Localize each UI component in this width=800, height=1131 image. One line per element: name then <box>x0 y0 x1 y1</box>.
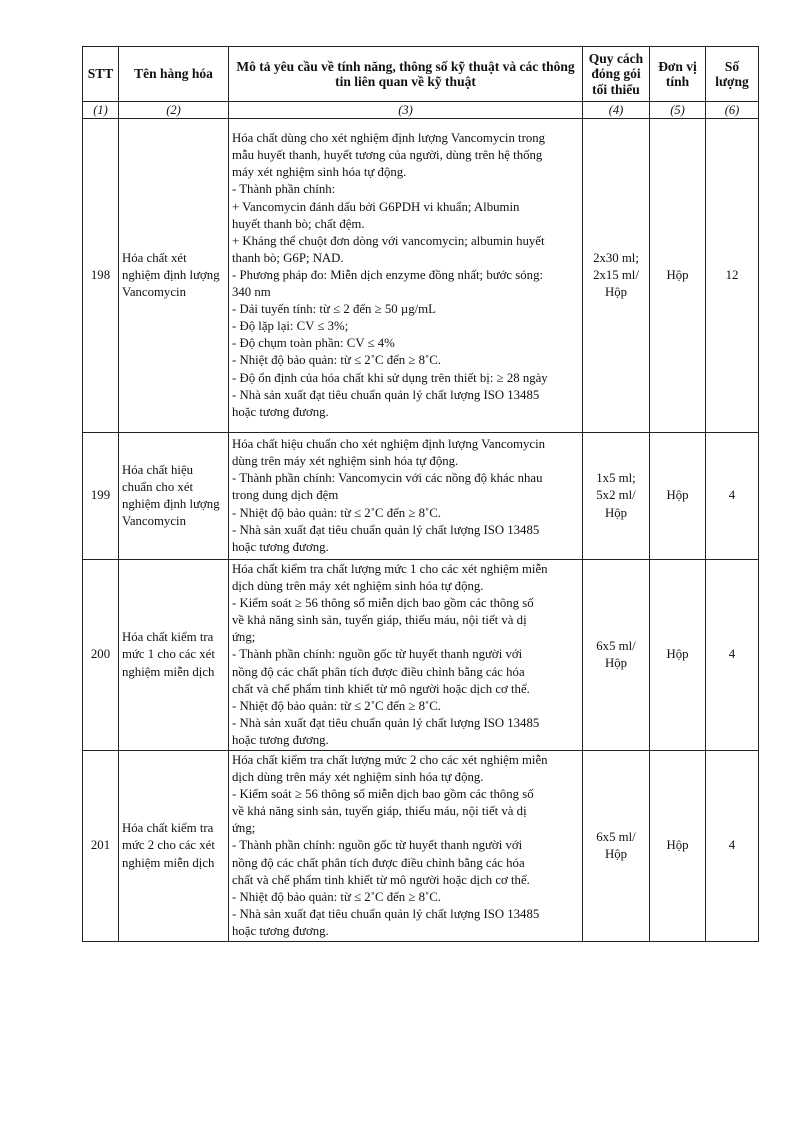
product-description <box>229 751 583 942</box>
description-line: chất và chế phẩm tinh khiết từ mô người hoặc dịch cơ thể. <box>232 681 530 696</box>
packaging-spec: 1x5 ml; 5x2 ml/ Hộp <box>583 433 650 560</box>
description-line: hoặc tương đương. <box>232 539 329 554</box>
packaging-spec: 2x30 ml; 2x15 ml/ Hộp <box>583 119 650 433</box>
description-line: - Nhà sản xuất đạt tiêu chuẩn quản lý chất lượng ISO 13485 <box>232 715 540 730</box>
description-line: về khả năng sinh sản, tuyến giáp, thiếu máu, nội tiết và dị <box>232 804 527 819</box>
column-index: (5) <box>650 102 706 119</box>
description-line: nồng độ các chất phân tích được điều chỉnh bằng các hóa <box>232 664 525 679</box>
quantity: 12 <box>706 119 759 433</box>
description-line: chất và chế phẩm tinh khiết từ mô người hoặc dịch cơ thể. <box>232 872 530 887</box>
description-line: dịch dùng trên máy xét nghiệm sinh hóa tự động. <box>232 579 484 594</box>
product-description <box>229 560 583 751</box>
description-line: - Phương pháp đo: Miễn dịch enzyme đồng nhất; bước sóng: <box>232 267 544 282</box>
description-line: - Dải tuyến tính: từ ≤ 2 đến ≥ 50 µg/mL <box>232 302 436 317</box>
table-row <box>83 751 759 942</box>
description-line: Hóa chất kiểm tra chất lượng mức 1 cho các xét nghiệm miễn <box>232 561 548 576</box>
specification-table <box>82 46 759 942</box>
product-description <box>229 119 583 433</box>
header-description: Mô tả yêu cầu về tính năng, thông số kỹ thuật và các thông tin liên quan về kỹ thuật <box>229 47 583 102</box>
description-line: nồng độ các chất phân tích được điều chỉnh bằng các hóa <box>232 855 525 870</box>
description-line: - Kiểm soát ≥ 56 thông số miễn dịch bao gồm các thông số <box>232 596 534 611</box>
description-line: máy xét nghiệm sinh hóa tự động. <box>232 165 407 180</box>
description-line: + Kháng thể chuột đơn dòng với vancomycin; albumin huyết <box>232 233 545 248</box>
description-line: - Nhà sản xuất đạt tiêu chuẩn quản lý chất lượng ISO 13485 <box>232 387 540 402</box>
column-index: (6) <box>706 102 759 119</box>
quantity: 4 <box>706 751 759 942</box>
column-index: (2) <box>119 102 229 119</box>
description-line: - Độ lặp lại: CV ≤ 3%; <box>232 319 349 334</box>
packaging-spec: 6x5 ml/ Hộp <box>583 751 650 942</box>
description-line: - Thành phần chính: <box>232 182 336 197</box>
product-name: Hóa chất hiệu chuẩn cho xét nghiệm định lượng Vancomycin <box>119 433 229 560</box>
row-stt: 199 <box>83 433 119 560</box>
description-line: - Thành phần chính: nguồn gốc từ huyết thanh người với <box>232 647 523 662</box>
header-name: Tên hàng hóa <box>119 47 229 102</box>
product-name: Hóa chất xét nghiệm định lượng Vancomycin <box>119 119 229 433</box>
table-row <box>83 119 759 433</box>
description-line: ứng; <box>232 630 256 645</box>
quantity: 4 <box>706 560 759 751</box>
product-name: Hóa chất kiểm tra mức 1 cho các xét nghiệm miễn dịch <box>119 560 229 751</box>
description-line: mẫu huyết thanh, huyết tương của người, dùng trên hệ thống <box>232 148 543 163</box>
description-line: 340 nm <box>232 285 271 300</box>
description-line: - Nhiệt độ bảo quản: từ ≤ 2˚C đến ≥ 8˚C. <box>232 505 441 520</box>
header-unit: Đơn vị tính <box>650 47 706 102</box>
description-line: + Vancomycin đánh dấu bởi G6PDH vi khuẩn; Albumin <box>232 199 520 214</box>
description-line: huyết thanh bò; chất đệm. <box>232 216 365 231</box>
description-line: Hóa chất hiệu chuẩn cho xét nghiệm định lượng Vancomycin <box>232 437 546 452</box>
unit-of-measure: Hộp <box>650 433 706 560</box>
table-row <box>83 560 759 751</box>
header-row <box>83 47 759 102</box>
table-row <box>83 433 759 560</box>
row-stt: 200 <box>83 560 119 751</box>
description-line: - Thành phần chính: Vancomycin với các nồng độ khác nhau <box>232 471 543 486</box>
description-line: - Nhiệt độ bảo quản: từ ≤ 2˚C đến ≥ 8˚C. <box>232 698 441 713</box>
quantity: 4 <box>706 433 759 560</box>
unit-of-measure: Hộp <box>650 119 706 433</box>
description-line: trong dung dịch đệm <box>232 488 339 503</box>
description-line: Hóa chất dùng cho xét nghiệm định lượng Vancomycin trong <box>232 131 546 146</box>
description-line: dùng trên máy xét nghiệm sinh hóa tự động. <box>232 454 459 469</box>
description-line: - Độ chụm toàn phần: CV ≤ 4% <box>232 336 395 351</box>
description-line: hoặc tương đương. <box>232 923 329 938</box>
description-line: - Nhà sản xuất đạt tiêu chuẩn quản lý chất lượng ISO 13485 <box>232 906 540 921</box>
row-stt: 198 <box>83 119 119 433</box>
column-index: (1) <box>83 102 119 119</box>
description-line: - Nhà sản xuất đạt tiêu chuẩn quản lý chất lượng ISO 13485 <box>232 522 540 537</box>
product-description <box>229 433 583 560</box>
unit-of-measure: Hộp <box>650 560 706 751</box>
unit-of-measure: Hộp <box>650 751 706 942</box>
description-line: - Kiểm soát ≥ 56 thông số miễn dịch bao gồm các thông số <box>232 787 534 802</box>
description-line: - Nhiệt độ bảo quản: từ ≤ 2˚C đến ≥ 8˚C. <box>232 889 441 904</box>
header-stt: STT <box>83 47 119 102</box>
description-line: Hóa chất kiểm tra chất lượng mức 2 cho các xét nghiệm miễn <box>232 752 548 767</box>
description-line: hoặc tương đương. <box>232 404 329 419</box>
description-line: thanh bò; G6P; NAD. <box>232 250 344 265</box>
description-line: về khả năng sinh sản, tuyến giáp, thiếu máu, nội tiết và dị <box>232 613 527 628</box>
row-stt: 201 <box>83 751 119 942</box>
description-line: - Độ ổn định của hóa chất khi sử dụng trên thiết bị: ≥ 28 ngày <box>232 370 548 385</box>
column-index: (3) <box>229 102 583 119</box>
column-index: (4) <box>583 102 650 119</box>
product-name: Hóa chất kiểm tra mức 2 cho các xét nghiệm miễn dịch <box>119 751 229 942</box>
description-line: - Thành phần chính: nguồn gốc từ huyết thanh người với <box>232 838 523 853</box>
column-index-row <box>83 102 759 119</box>
header-packaging: Quy cách đóng gói tối thiểu <box>583 47 650 102</box>
description-line: dịch dùng trên máy xét nghiệm sinh hóa tự động. <box>232 770 484 785</box>
header-quantity: Số lượng <box>706 47 759 102</box>
description-line: - Nhiệt độ bảo quản: từ ≤ 2˚C đến ≥ 8˚C. <box>232 353 441 368</box>
description-line: ứng; <box>232 821 256 836</box>
packaging-spec: 6x5 ml/ Hộp <box>583 560 650 751</box>
description-line: hoặc tương đương. <box>232 732 329 747</box>
